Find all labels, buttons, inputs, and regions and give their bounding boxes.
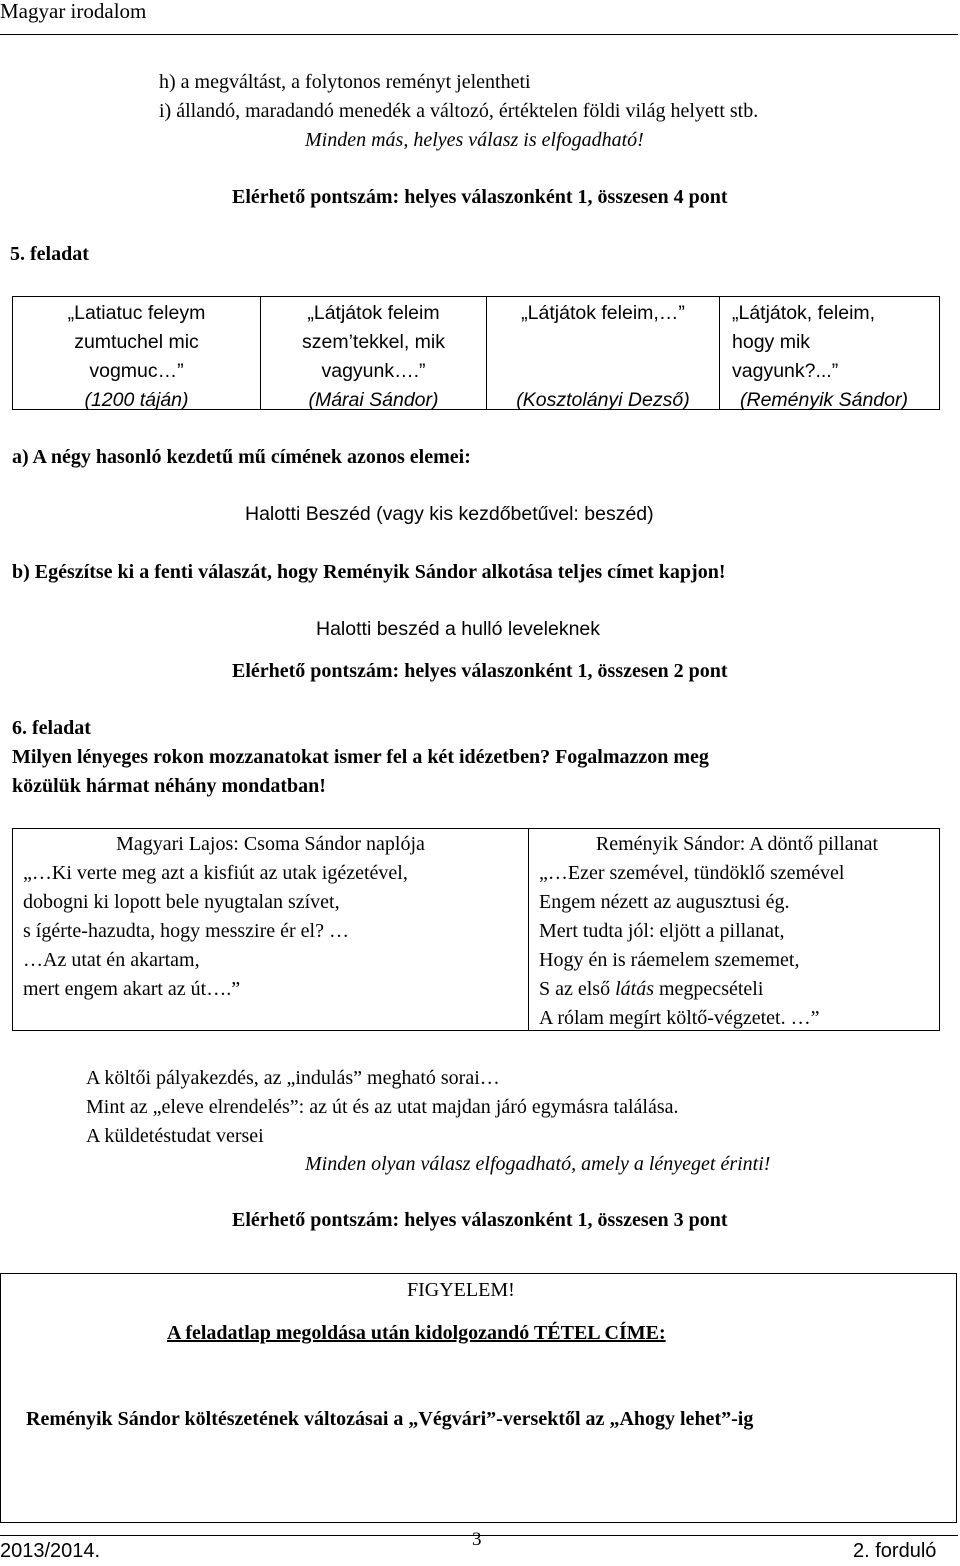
title-cell-4-line: hogy mik	[732, 331, 811, 353]
title-cell-3-line: „Látjátok feleim,…”	[521, 302, 685, 324]
warning-box	[0, 1273, 957, 1523]
quote-right-line: Mert tudta jól: eljött a pillanat,	[539, 920, 785, 942]
answer-a: Halotti Beszéd (vagy kis kezdőbetűvel: beszéd)	[245, 503, 654, 525]
page-number: 3	[472, 1529, 482, 1550]
quote-left-line: s ígérte-hazudta, hogy messzire ér el? …	[23, 920, 349, 942]
answer-line-1: A költői pályakezdés, az „indulás” megható sorai…	[86, 1067, 500, 1089]
quote-left-line: …Az utat én akartam,	[23, 949, 200, 971]
task6-quotes-table	[12, 828, 940, 1031]
header-rule	[0, 34, 958, 35]
quote-left-line: „…Ki verte meg azt a kisfiút az utak igézetével,	[23, 862, 408, 884]
task6-label: 6. feladat	[12, 717, 91, 739]
title-cell-4-line: vagyunk?...”	[732, 360, 839, 382]
warning-title: FIGYELEM!	[407, 1279, 515, 1301]
quote-right-line: Hogy én is ráemelem szememet,	[539, 949, 800, 971]
quote-right-emphasis: látás	[615, 978, 654, 1000]
title-cell-2	[261, 297, 486, 409]
score-line-2: Elérhető pontszám: helyes válaszonként 1, összesen 2 pont	[232, 660, 728, 682]
quote-right-line-5	[539, 975, 939, 1004]
quote-right-heading: Reményik Sándor: A döntő pillanat	[595, 833, 879, 855]
title-cell-1-line: vogmuc…”	[89, 360, 184, 382]
question-b: b) Egészítse ki a fenti válaszát, hogy Reményik Sándor alkotása teljes címet kapjon!	[12, 561, 726, 583]
title-cell-1-author: (1200 táján)	[84, 389, 189, 411]
title-cell-2-line: vagyunk….”	[321, 360, 426, 382]
quote-left-line: mert engem akart az út….”	[23, 978, 241, 1000]
answer-line-h: h) a megváltást, a folytonos reményt jelentheti	[159, 71, 531, 93]
title-cell-2-line: „Látjátok feleim	[307, 302, 440, 324]
title-cell-1-line: „Latiatuc feleym	[67, 302, 206, 324]
quote-right-line: A rólam megírt költő-végzetet. …”	[539, 1007, 820, 1029]
footer-round: 2. forduló	[853, 1540, 937, 1562]
title-cell-2-line: szem’tekkel, mik	[301, 331, 446, 353]
task5-label: 5. feladat	[10, 243, 89, 265]
task6-question-line2: közülük hármat néhány mondatban!	[12, 775, 326, 797]
quote-right-line-5-post: megpecsételi	[654, 978, 764, 1000]
title-cell-4-author: (Reményik Sándor)	[740, 389, 908, 411]
answer-b: Halotti beszéd a hulló leveleknek	[316, 618, 601, 640]
title-cell-3	[487, 297, 719, 409]
quote-left-heading: Magyari Lajos: Csoma Sándor naplója	[116, 833, 425, 855]
task5-titles-table	[12, 296, 940, 410]
question-a: a) A négy hasonló kezdetű mű címének azonos elemei:	[12, 446, 471, 468]
header-title: Magyar irodalom	[0, 0, 147, 23]
quote-right-line: Engem nézett az augusztusi ég.	[539, 891, 790, 913]
warning-subtitle: A feladatlap megoldása után kidolgozandó TÉTEL CÍME:	[167, 1322, 666, 1344]
title-cell-3-spacer	[487, 328, 719, 386]
footer-year: 2013/2014.	[0, 1540, 101, 1562]
quote-left-line: dobogni ki lopott bele nyugtalan szívet,	[23, 891, 340, 913]
answer-line-i: i) állandó, maradandó menedék a változó, értéktelen földi világ helyett stb.	[159, 100, 759, 122]
quote-left	[13, 829, 528, 1030]
task6-question-line1: Milyen lényeges rokon mozzanatokat ismer fel a két idézetben? Fogalmazzon meg	[12, 746, 709, 768]
answer-line-2: Mint az „eleve elrendelés”: az út és az utat majdan járó egymásra találása.	[86, 1096, 679, 1118]
acceptance-note: Minden más, helyes válasz is elfogadható!	[305, 129, 644, 151]
answer-line-3: A küldetéstudat versei	[86, 1125, 264, 1147]
quote-right	[529, 829, 939, 1030]
acceptance-note-2: Minden olyan válasz elfogadható, amely a lényeget érinti!	[305, 1153, 771, 1175]
title-cell-1	[13, 297, 260, 409]
score-line-3: Elérhető pontszám: helyes válaszonként 1, összesen 3 pont	[232, 1209, 728, 1231]
title-cell-3-author: (Kosztolányi Dezső)	[516, 389, 690, 411]
exam-topic: Reményik Sándor költészetének változásai a „Végvári”-versektől az „Ahogy lehet”-ig	[26, 1408, 754, 1430]
title-cell-1-line: zumtuchel mic	[74, 331, 199, 353]
quote-right-line: „…Ezer szemével, tündöklő szemével	[539, 862, 845, 884]
title-cell-2-author: (Márai Sándor)	[308, 389, 439, 411]
score-line-4: Elérhető pontszám: helyes válaszonként 1, összesen 4 pont	[232, 186, 728, 208]
title-cell-4-line: „Látjátok, feleim,	[732, 302, 876, 324]
quote-right-line-5-pre: S az első	[539, 978, 616, 1000]
title-cell-4	[720, 297, 940, 409]
